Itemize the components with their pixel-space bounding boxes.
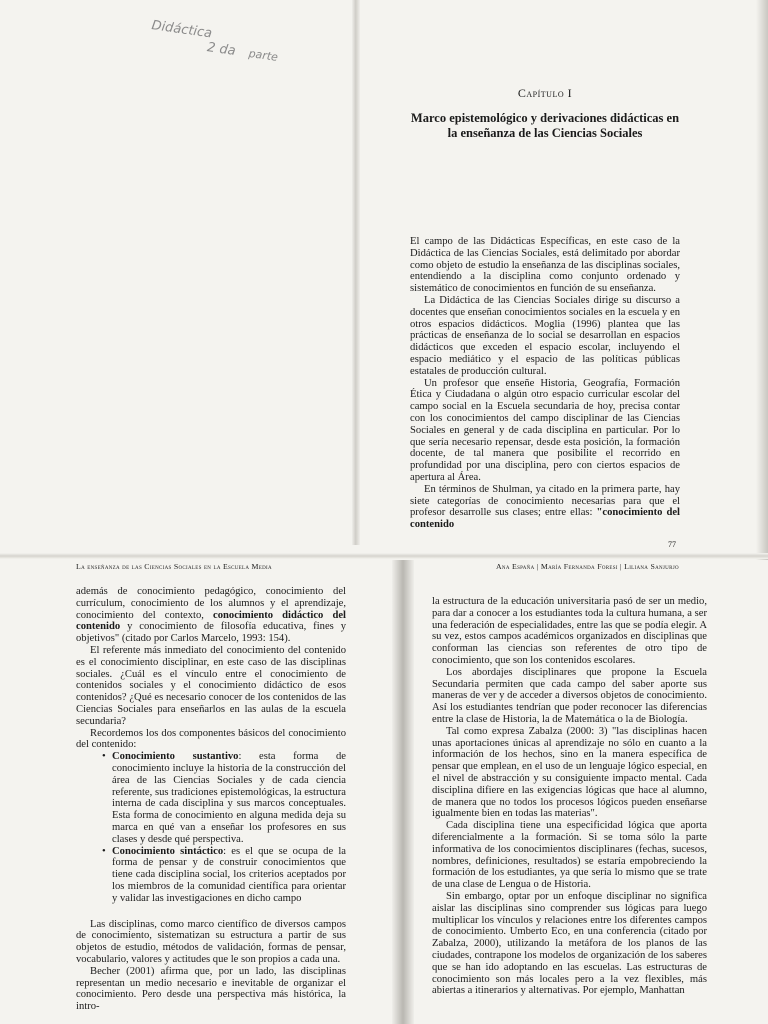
bold-term: conocimiento didáctico del contenido bbox=[76, 609, 346, 633]
bullet-text: : esta forma de conocimiento incluye la historia de la construcción del área de las Ciencias Sociales y de cada ciencia referente, sus tradiciones epistemológicas, la estructura interna de cada disciplina y sus marcos conceptuales. Esta forma de conocimiento en alguna medida deja su marca en qué van a enseñar los profesores en sus clases y desde qué perspectiva. bbox=[112, 751, 346, 845]
bottom-page-gutter-shadow bbox=[392, 560, 414, 1024]
paragraph: El referente más inmediato del conocimiento del contenido es el conocimiento disciplinar, en este caso de las disciplinas sociales. ¿Cuál es el vínculo entre el conocimiento de contenidos sociales y el conocimiento didáctico de esos contenidos? ¿Qué es necesario conocer de los contenidos de las Ciencias Sociales para enseñarlos en las aulas de la escuela secundaria? bbox=[76, 644, 346, 727]
handwritten-note bbox=[149, 19, 281, 65]
paragraph: Las disciplinas, como marco científico de diversos campos de conocimiento, sistematizan su estructura a partir de sus objetos de estudio, métodos de validación, formas de pensar, vocabulario, valores y actitudes que le son propios a cada una. bbox=[76, 918, 346, 965]
bold-term: "conocimiento del contenido bbox=[410, 507, 680, 531]
chapter-title: Marco epistemológico y derivaciones didácticas en la enseñanza de las Ciencias Sociales bbox=[410, 111, 680, 140]
paragraph: Recordemos los dos componentes básicos del conocimiento del contenido: bbox=[76, 727, 346, 751]
bold-term: Conocimiento sintáctico bbox=[112, 845, 224, 857]
handwriting-line-3: parte bbox=[247, 46, 279, 64]
paragraph-text: y conocimiento de filosofía educativa, fines y objetivos" (citado por Carlos Marcelo, 1993: 154). bbox=[76, 621, 346, 645]
running-header-left: La enseñanza de las Ciencias Sociales en la Escuela Media bbox=[76, 562, 272, 571]
paragraph: Sin embargo, optar por un enfoque disciplinar no significa aislar las disciplinas sino comprender sus lógicas para luego multiplicar los vínculos y relaciones entre los diferentes campos de conocimiento. Umberto Eco, en una conferencia (citado por Zabalza, 2000), utilizando la metáfora de los planos de las ciudades, contrapone los modelos de organización de los saberes que se han ido adoptando en las escuelas. Las estructuras de conocimiento son más locales pero a la vez flexibles, más abiertas a itinerarios y alternativas. Por ejemplo, Manhattan bbox=[432, 890, 707, 997]
paragraph bbox=[76, 586, 346, 645]
running-header-right: Ana España | María Fernanda Foresi | Liliana Sanjurjo bbox=[496, 562, 679, 571]
paragraph-text: En términos de Shulman, ya citado en la primera parte, hay siete categorías de conocimiento necesarias para que el profesor desarrolle sus clases; entre ellas: bbox=[410, 483, 680, 519]
paragraph: La Didáctica de las Ciencias Sociales dirige su discurso a docentes que enseñan conocimientos sociales en la escuela y en otros espacios didácticos. Moglia (1996) plantea que las prácticas de enseñanza de lo social se desarrollan en espacios didácticos que exceden el espacio escolar, incluyendo el espacio mediático y el espacio de las políticas públicas estatales de producción cultural. bbox=[410, 294, 680, 377]
handwriting-line-1: Didáctica bbox=[150, 18, 213, 42]
paragraph: Los abordajes disciplinares que propone la Escuela Secundaria permiten que cada campo del saber aporte sus maneras de ver y de acceder a diversos objetos de conocimiento. Así los estudiantes tendrían que poder reconocer las diferencias entre la clase de Historia, la de Matemática o la de Biología. bbox=[432, 666, 707, 725]
bold-term: Conocimiento sustantivo bbox=[112, 751, 239, 763]
paragraph bbox=[410, 484, 680, 531]
bottom-left-page-body bbox=[76, 586, 346, 1013]
bullet-text: : es el que se ocupa de la forma de pensar y de construir conocimientos que tiene cada disciplina social, los criterios aceptados por los miembros de la comunidad científica para orientar y validar las investigaciones en dicho campo bbox=[112, 845, 346, 904]
page-number: 77 bbox=[668, 540, 676, 549]
top-page-body bbox=[410, 236, 680, 531]
top-page-gutter-shadow bbox=[352, 0, 360, 545]
paragraph: Becher (2001) afirma que, por un lado, las disciplinas representan un medio necesario e inevitable de organizar el conocimiento. Pero desde una perspectiva más histórica, la intro- bbox=[76, 965, 346, 1013]
top-page-edge-shadow bbox=[756, 0, 768, 560]
spacer bbox=[76, 905, 346, 919]
paragraph: Tal como expresa Zabalza (2000: 3) "las disciplinas hacen unas aportaciones únicas al aprendizaje no sólo en cuanto a la información de los hechos, sino en la manera específica de pensar que emplean, en el uso de un lenguaje lógico especial, en el nivel de abstracción y su consiguiente impacto mental. Cada disciplina difiere en las exigencias lógicas que hace al alumno, de manera que no todos los procesos lógicos pueden enseñarse igualmente bien en todas las materias". bbox=[432, 725, 707, 820]
paragraph: El campo de las Didácticas Específicas, en este caso de la Didáctica de las Ciencias Sociales, está delimitado por abordar como objeto de estudio la enseñanza de las disciplinas sociales, entendiendo a la disciplina como conjunto ordenado y sistemático de conocimientos en función de su enseñanza. bbox=[410, 236, 680, 295]
paragraph: Cada disciplina tiene una especificidad lógica que aporta diferencialmente a la formación. Si se toma sólo la parte informativa de los conocimientos disciplinares (fechas, sucesos, nombres, definiciones, resultados) se estaría empobreciendo la formación de los estudiantes, ya que sería lo mismo que se trate de una clase de Lengua o de Historia. bbox=[432, 820, 707, 891]
paragraph: Un profesor que enseñe Historia, Geografía, Formación Ética y Ciudadana o algún otro espacio curricular escolar del campo social en la Escuela secundaria de hoy, precisa contar con los conocimientos del campo disciplinar de las Ciencias Sociales en general y de cada disciplina en particular. Por lo que sería necesario repensar, desde esta posición, la formación docente, de tal manera que posibilite el recorrido en profundidad por una disciplina, pero con ciertos espacios de apertura al Área. bbox=[410, 377, 680, 483]
paragraph-text: además de conocimiento pedagógico, conocimiento del currículum, conocimiento de los alumnos y el aprendizaje, conocimiento del contexto, bbox=[76, 586, 346, 621]
handwriting-line-2: 2 da bbox=[206, 40, 237, 59]
bullet-item bbox=[102, 751, 346, 845]
page-divider bbox=[0, 553, 768, 559]
bottom-right-page-body bbox=[432, 596, 707, 997]
bullet-item bbox=[102, 846, 346, 905]
bullet-list bbox=[102, 751, 346, 904]
paragraph: la estructura de la educación universitaria pasó de ser un medio, para dar a conocer a los estudiantes toda la cultura humana, a ser una federación de especialidades, entre las que se podía elegir. A su vez, estos campos académicos organizados en disciplinas que conforman las ciencias son referentes de otro tipo de conocimiento, que son los contenidos escolares. bbox=[432, 596, 707, 666]
chapter-label: Capítulo I bbox=[517, 86, 573, 100]
